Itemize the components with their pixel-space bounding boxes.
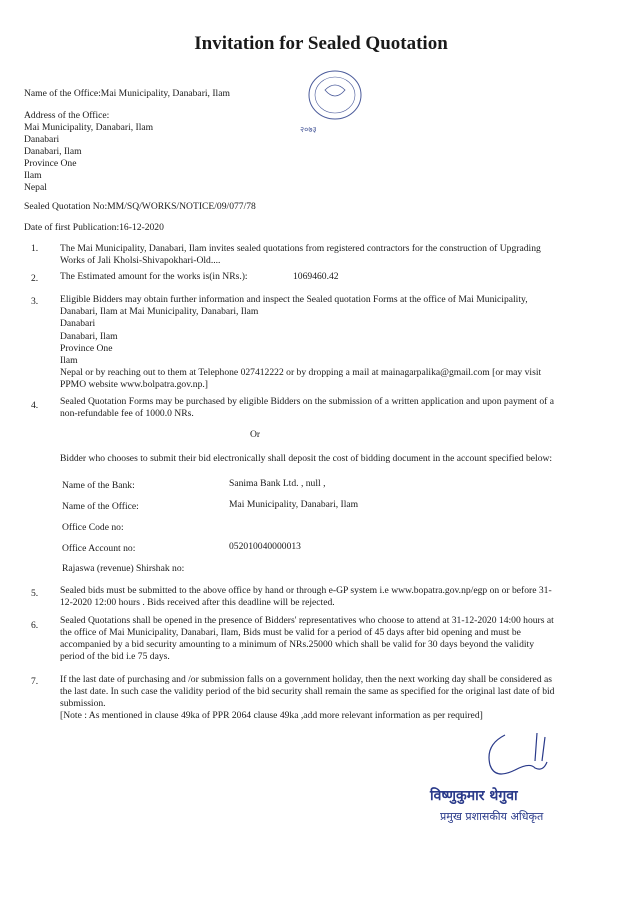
clause-note: [Note : As mentioned in clause 49ka of PPR 2064 clause 49ka ,add more relevant information as per required]	[60, 710, 483, 721]
office-name: Name of the Office:Mai Municipality, Danabari, Ilam	[24, 88, 230, 99]
page-title: Invitation for Sealed Quotation	[194, 33, 448, 54]
clause-text: Sealed Quotation Forms may be purchased by eligible Bidders on the submission of a written application and upon payment of a	[60, 396, 554, 407]
clause-number: 2.	[31, 273, 39, 284]
handwritten-signature	[489, 733, 547, 774]
stamp-number: २०७३	[300, 125, 317, 134]
address-line: Nepal	[24, 182, 47, 193]
clause-number: 3.	[31, 296, 39, 307]
clause-text: The Mai Municipality, Danabari, Ilam invites sealed quotations from registered contractors for the construction of Upgrading	[60, 243, 541, 254]
address-line: Ilam	[24, 170, 42, 181]
clause-number: 5.	[31, 588, 39, 599]
rajaswa-label: Rajaswa (revenue) Shirshak no:	[62, 563, 185, 574]
account-value: 052010040000013	[229, 541, 301, 552]
clause-text: non-refundable fee of 1000.0 NRs.	[60, 408, 194, 419]
signature-stamp	[420, 725, 590, 845]
clause-text: Ilam	[60, 355, 78, 366]
address-label: Address of the Office:	[24, 110, 110, 121]
clause-number: 1.	[31, 243, 39, 254]
quotation-number: Sealed Quotation No:MM/SQ/WORKS/NOTICE/09/077/78	[24, 201, 256, 212]
bank-name-value: Sanima Bank Ltd. , null ,	[229, 478, 326, 489]
municipality-stamp	[280, 60, 380, 140]
clause-text: Danabari, Ilam	[60, 331, 118, 342]
signatory-role: प्रमुख प्रशासकीय अधिकृत	[440, 810, 544, 823]
clause-text: the office of Mai Municipality, Danabari, Ilam, Bids must be valid for a period of 45 days after bid opening and must be	[60, 627, 521, 638]
account-label: Office Account no:	[62, 543, 136, 554]
clause-text: period of the bid i.e 75 days.	[60, 651, 170, 662]
clause-text: submission.	[60, 698, 106, 709]
address-line: Mai Municipality, Danabari, Ilam	[24, 122, 154, 133]
clause-text: Nepal or by reaching out to them at Telephone 027412222 or by dropping a mail at mainagarpalika@gmail.com [or may visit	[60, 367, 542, 378]
clause-text: Province One	[60, 343, 113, 354]
publication-date: Date of first Publication:16-12-2020	[24, 222, 164, 233]
estimate-amount: 1069460.42	[293, 271, 339, 282]
address-line: Danabari	[24, 134, 60, 145]
address-line: Province One	[24, 158, 77, 169]
clause-number: 7.	[31, 676, 39, 687]
or-separator: Or	[250, 429, 261, 440]
clause-text: Danabari	[60, 318, 96, 329]
clause-text: 12-2020 12:00 hours . Bids received after this deadline will be rejected.	[60, 597, 335, 608]
electronic-submission-text: Bidder who chooses to submit their bid electronically shall deposit the cost of bidding document in the account specified below:	[60, 453, 553, 464]
clause-text: accompanied by a bid security amounting to a minimum of NRs.25000 which shall be valid for 30 days beyond the validity	[60, 639, 535, 650]
clause-text: PPMO website www.bolpatra.gov.np.]	[60, 379, 208, 390]
clause-text: Eligible Bidders may obtain further information and inspect the Sealed quotation Forms at the office of Mai Municipality,	[60, 294, 528, 305]
clause-text: Danabari, Ilam at Mai Municipality, Danabari, Ilam	[60, 306, 259, 317]
bank-name-label: Name of the Bank:	[62, 480, 135, 491]
clause-text: Works of Jali Kholsi-Shivapokhari-Old....	[60, 255, 221, 266]
address-line: Danabari, Ilam	[24, 146, 82, 157]
office-code-label: Office Code no:	[62, 522, 124, 533]
clause-text: the last date. In such case the validity period of the bid security shall remain the same as specified for the original last date of bid	[60, 686, 555, 697]
bank-office-label: Name of the Office:	[62, 501, 139, 512]
clause-number: 6.	[31, 620, 39, 631]
clause-number: 4.	[31, 400, 39, 411]
bank-office-value: Mai Municipality, Danabari, Ilam	[229, 499, 359, 510]
signatory-name: विष्णुकुमार थेगुवा	[430, 788, 518, 804]
estimate-label: The Estimated amount for the works is(in NRs.):	[60, 271, 248, 282]
clause-text: If the last date of purchasing and /or submission falls on a government holiday, then the next working day shall be considered as	[60, 674, 553, 685]
clause-text: Sealed Quotations shall be opened in the presence of Bidders' representatives who choose to attend at 31-12-2020 14:00 hours at	[60, 615, 554, 626]
clause-text: Sealed bids must be submitted to the above office by hand or through e-GP system i.e www.bopatra.gov.np/egp on or before 31-	[60, 585, 552, 596]
